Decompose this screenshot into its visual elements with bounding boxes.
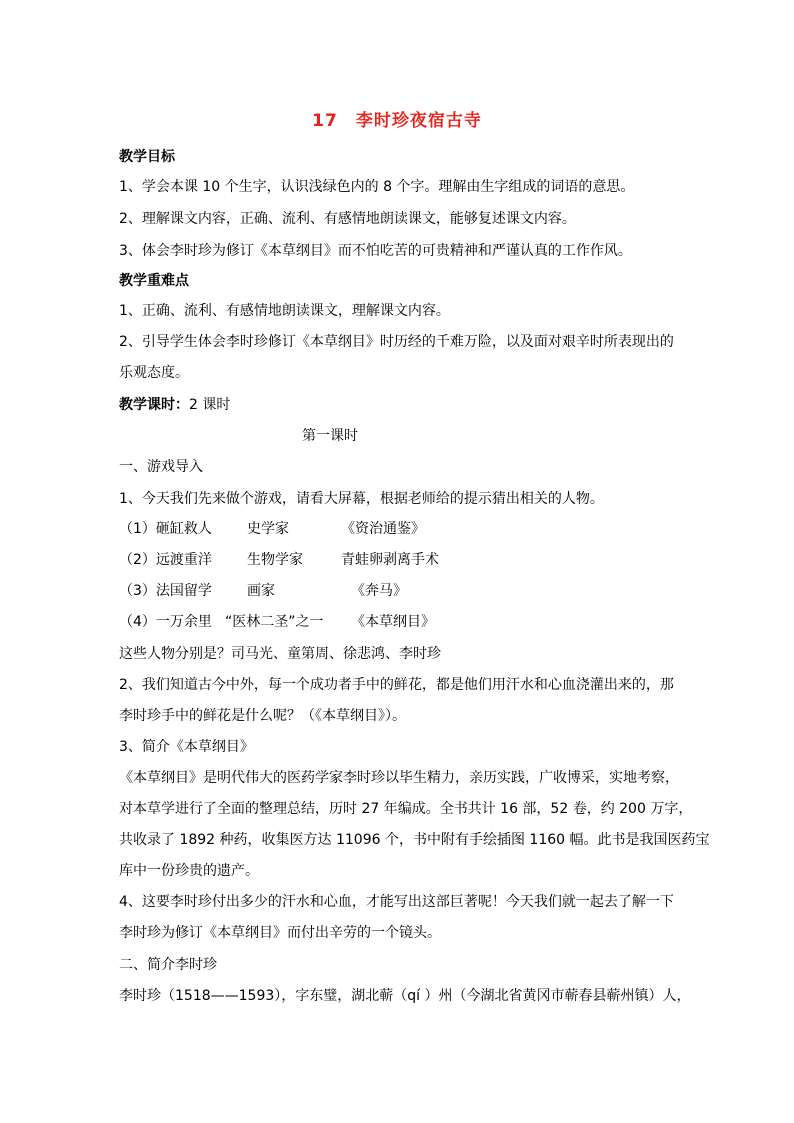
clue-3-role: 画家 (247, 583, 275, 599)
paragraph-2-line-2: 李时珍手中的鲜花是什么呢？（《本草纲目》）。 (119, 708, 406, 724)
clue-3-hint: （3）法国留学 (119, 583, 212, 599)
clue-1-work: 《资治通鉴》 (341, 521, 425, 537)
hours-line (119, 396, 230, 414)
hours-label: 教学课时： (119, 397, 189, 413)
clue-1-role: 史学家 (247, 521, 289, 537)
clue-row-2 (119, 551, 439, 569)
paragraph-3-line-3: 共收录了 1892 种药，收集医方达 11096 个，书中附有手绘插图 1160 幅。此书是我国医药宝 (119, 832, 710, 848)
key-point-2: 2、引导学生体会李时珍修订《本草纲目》时历经的千难万险，以及面对艰辛时所表现出的 (119, 334, 674, 350)
clue-4-role: “医林二圣”之一 (225, 614, 324, 630)
paragraph-3-line-1: 《本草纲目》是明代伟大的医药学家李时珍以毕生精力，亲历实践，广收博采，实地考察， (119, 770, 679, 786)
clue-2-role: 生物学家 (247, 552, 303, 568)
page-title: 17 李时珍夜宿古寺 (312, 111, 482, 131)
clue-row-3 (119, 582, 407, 600)
hours-value: 2 课时 (189, 397, 231, 413)
section-1-heading: 一、游戏导入 (119, 459, 203, 475)
goal-2: 2、理解课文内容，正确、流利、有感情地朗读课文，能够复述课文内容。 (119, 211, 576, 227)
clue-2-hint: （2）远渡重洋 (119, 552, 212, 568)
clue-row-4 (119, 613, 435, 631)
paragraph-3-line-2: 对本草学进行了全面的整理总结，历时 27 年编成。全书共计 16 部，52 卷，约 200 万字， (119, 801, 693, 817)
key-heading: 教学重难点 (119, 273, 189, 289)
goal-3: 3、体会李时珍为修订《本草纲目》而不怕吃苦的可贵精神和严谨认真的工作作风。 (119, 243, 632, 259)
answers-line: 这些人物分别是？司马光、童第周、徐悲鸿、李时珍 (119, 646, 441, 662)
clue-2-work: 青蛙卵剥离手术 (341, 552, 439, 568)
goal-1: 1、学会本课 10 个生字，认识浅绿色内的 8 个字。理解由生字组成的词语的意思。 (119, 179, 635, 195)
clue-4-hint: （4）一万余里 (119, 614, 212, 630)
key-point-1: 1、正确、流利、有感情地朗读课文，理解课文内容。 (119, 303, 450, 319)
game-intro: 1、今天我们先来做个游戏，请看大屏幕，根据老师给的提示猜出相关的人物。 (119, 491, 604, 507)
paragraph-3-line-4: 库中一份珍贵的遗产。 (119, 863, 259, 879)
clue-row-1 (119, 520, 425, 538)
key-point-3: 乐观态度。 (119, 365, 189, 381)
clue-1-hint: （1）砸缸救人 (119, 521, 212, 537)
lesson-title: 第一课时 (302, 428, 358, 444)
clue-4-work: 《本草纲目》 (351, 614, 435, 630)
clue-3-work: 《奔马》 (351, 583, 407, 599)
paragraph-2-line-1: 2、我们知道古今中外，每一个成功者手中的鲜花，都是他们用汗水和心血浇灌出来的，那 (119, 677, 674, 693)
paragraph-4-line-1: 4、这要李时珍付出多少的汗水和心血，才能写出这部巨著呢！今天我们就一起去了解一下 (119, 894, 674, 910)
goals-heading: 教学目标 (119, 149, 175, 165)
paragraph-4-line-2: 李时珍为修订《本草纲目》而付出辛劳的一个镜头。 (119, 925, 441, 941)
paragraph-3-title: 3、简介《本草纲目》 (119, 739, 254, 755)
bio-line: 李时珍（1518——1593），字东璧，湖北蕲（qí ）州（今湖北省黄冈市蕲春县蕲州镇）人， (119, 988, 691, 1004)
section-2-heading: 二、简介李时珍 (119, 957, 217, 973)
